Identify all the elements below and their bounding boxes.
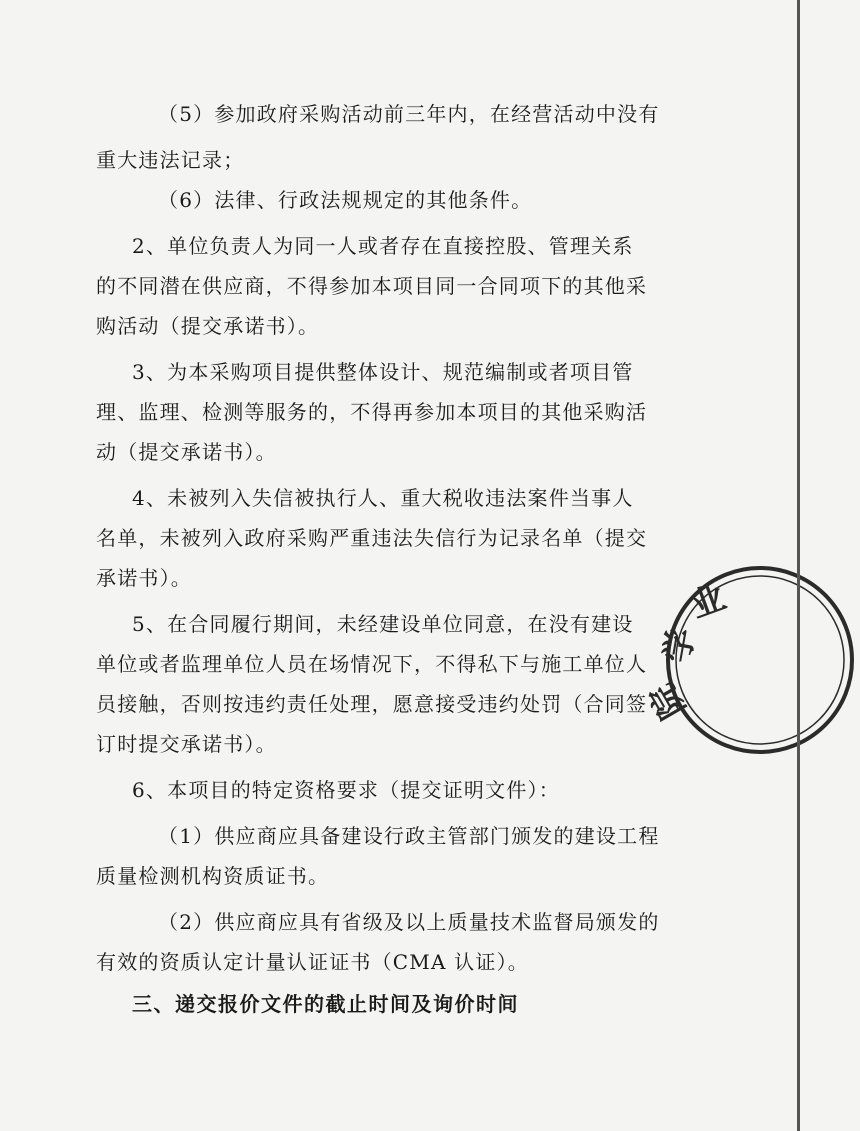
text-line: 承诺书）。 bbox=[96, 566, 192, 590]
scan-edge bbox=[797, 0, 800, 1131]
svg-text:院: 院 bbox=[642, 676, 694, 726]
text-line: 重大违法记录； bbox=[96, 148, 245, 172]
text-line: 员接触，否则按违约责任处理，愿意接受违约处罚（合同签 bbox=[96, 692, 648, 716]
text-line: 有效的资质认定计量认证证书（CMA 认证）。 bbox=[96, 950, 529, 974]
text-line: 订时提交承诺书）。 bbox=[96, 732, 277, 756]
text-line: （2）供应商应具有省级及以上质量技术监督局颁发的 bbox=[158, 910, 660, 934]
text-line: 理、监理、检测等服务的，不得再参加本项目的其他采购活 bbox=[96, 400, 648, 424]
svg-text:学: 学 bbox=[657, 625, 703, 666]
text-line: （6）法律、行政法规规定的其他条件。 bbox=[158, 188, 533, 212]
section-heading: 三、递交报价文件的截止时间及询价时间 bbox=[132, 992, 519, 1016]
text-line: 名单，未被列入政府采购严重违法失信行为记录名单（提交 bbox=[96, 526, 648, 550]
text-line: 单位或者监理单位人员在场情况下，不得私下与施工单位人 bbox=[96, 652, 648, 676]
text-line: 5、在合同履行期间，未经建设单位同意，在没有建设 bbox=[132, 612, 634, 636]
text-line: 2、单位负责人为同一人或者存在直接控股、管理关系 bbox=[132, 234, 634, 258]
text-line: 6、本项目的特定资格要求（提交证明文件）： bbox=[132, 778, 560, 802]
text-line: （1）供应商应具备建设行政主管部门颁发的建设工程 bbox=[158, 824, 660, 848]
text-line: （5）参加政府采购活动前三年内，在经营活动中没有 bbox=[158, 102, 660, 126]
text-line: 4、未被列入失信被执行人、重大税收违法案件当事人 bbox=[132, 486, 634, 510]
official-seal-stamp bbox=[642, 560, 860, 760]
text-line: 动（提交承诺书）。 bbox=[96, 440, 277, 464]
svg-text:业: 业 bbox=[685, 577, 732, 627]
text-line: 质量检测机构资质证书。 bbox=[96, 864, 330, 888]
text-line: 的不同潜在供应商，不得参加本项目同一合同项下的其他采 bbox=[96, 274, 648, 298]
text-line: 购活动（提交承诺书）。 bbox=[96, 314, 320, 338]
text-line: 3、为本采购项目提供整体设计、规范编制或者项目管 bbox=[132, 360, 634, 384]
